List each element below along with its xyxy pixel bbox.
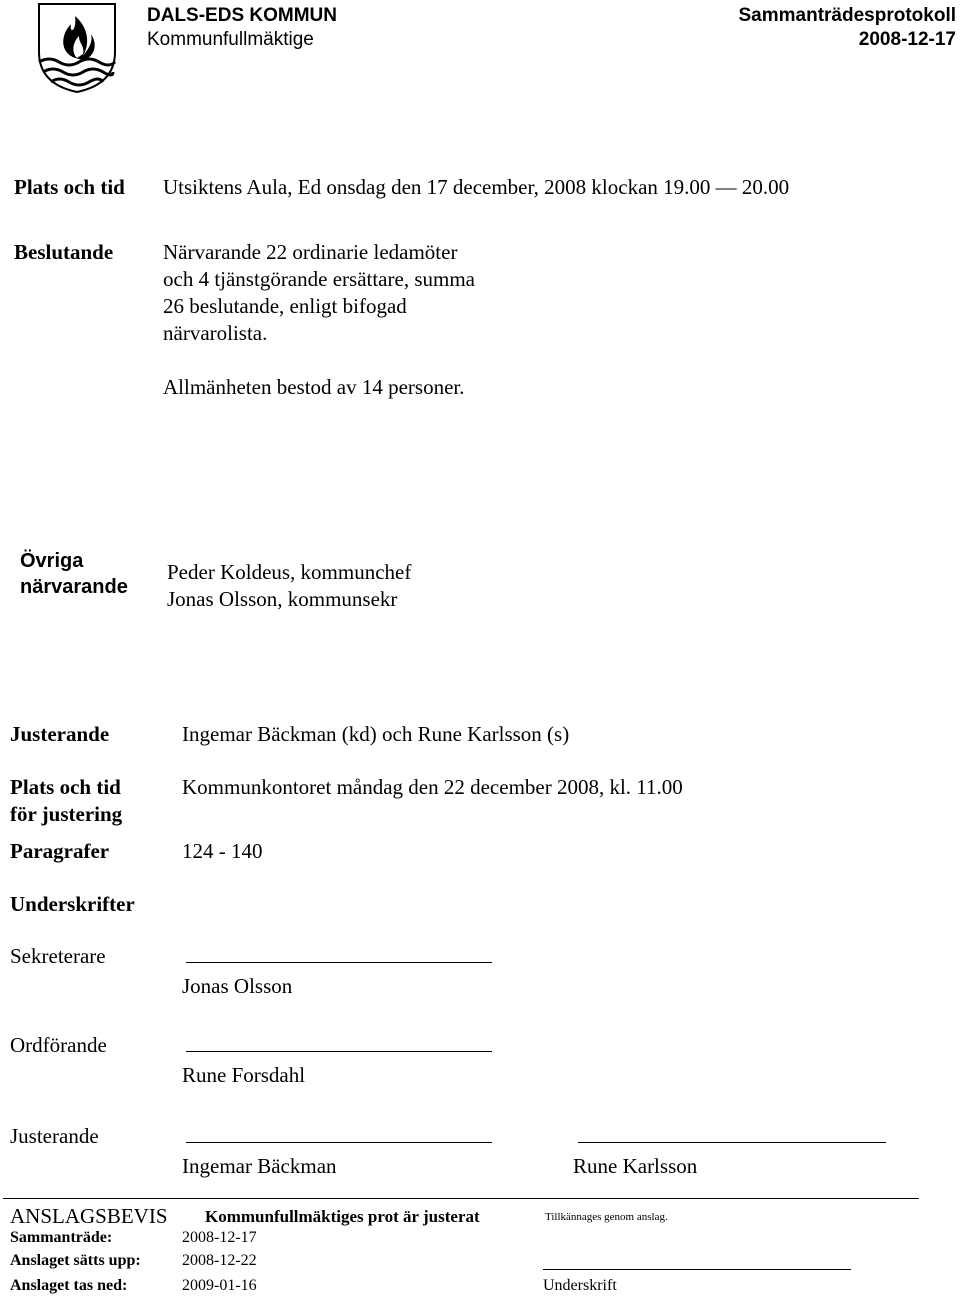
beslutande-line: närvarolista.	[163, 321, 268, 345]
beslutande-line: Närvarande 22 ordinarie ledamöter	[163, 240, 458, 264]
signatures-heading: Underskrifter	[10, 892, 135, 916]
beslutande-label: Beslutande	[14, 240, 114, 264]
justerande-name-1: Ingemar Bäckman	[182, 1154, 337, 1178]
paragrafer-value: 124 - 140	[182, 839, 263, 863]
ordforande-label: Ordförande	[10, 1033, 107, 1057]
plats-value: Utsiktens Aula, Ed onsdag den 17 december, 2008 klockan 19.00 — 20.00	[163, 175, 790, 199]
meeting-date: 2008-12-17	[858, 29, 956, 50]
ovriga-line: Jonas Olsson, kommunsekr	[167, 587, 398, 611]
ordforande-name: Rune Forsdahl	[182, 1063, 306, 1087]
allmanheten-text: Allmänheten bestod av 14 personer.	[163, 375, 465, 399]
sammantrade-value: 2008-12-17	[182, 1229, 257, 1246]
ovriga-line: Peder Koldeus, kommunchef	[167, 560, 412, 584]
sekreterare-label: Sekreterare	[10, 944, 106, 968]
plats-label: Plats och tid	[14, 175, 125, 199]
beslutande-line: och 4 tjänstgörande ersättare, summa	[163, 267, 475, 291]
justerande-sig-label: Justerande	[10, 1124, 99, 1148]
satts-upp-label: Anslaget sätts upp:	[10, 1252, 141, 1269]
paragrafer-label: Paragrafer	[10, 839, 110, 863]
justerande-signature-line-2	[578, 1142, 886, 1143]
justerande-label: Justerande	[10, 722, 110, 746]
ovriga-label: Övriga	[20, 550, 84, 572]
underskrift-label: Underskrift	[543, 1277, 617, 1294]
anslagsbevis-title: ANSLAGSBEVIS	[10, 1204, 168, 1228]
anslagsbevis-divider	[3, 1198, 919, 1199]
plats-justering-label: för justering	[10, 802, 123, 826]
justerande-name-2: Rune Karlsson	[573, 1154, 698, 1178]
municipality-name: DALS-EDS KOMMUN	[147, 5, 337, 26]
tas-ned-value: 2009-01-16	[182, 1277, 257, 1294]
plats-justering-value: Kommunkontoret måndag den 22 december 2008, kl. 11.00	[182, 775, 683, 799]
justerande-value: Ingemar Bäckman (kd) och Rune Karlsson (s)	[182, 722, 570, 746]
ovriga-label: närvarande	[20, 576, 128, 598]
anslagsbevis-subtitle: Kommunfullmäktiges prot är justerat	[205, 1207, 480, 1226]
anslag-signature-line	[543, 1269, 851, 1270]
council-name: Kommunfullmäktige	[147, 29, 314, 50]
plats-justering-label: Plats och tid	[10, 775, 121, 799]
satts-upp-value: 2008-12-22	[182, 1252, 257, 1269]
coat-of-arms-icon	[37, 2, 117, 94]
sekreterare-name: Jonas Olsson	[182, 974, 293, 998]
justerande-signature-line-1	[186, 1142, 492, 1143]
sekreterare-signature-line	[186, 962, 492, 963]
beslutande-line: 26 beslutande, enligt bifogad	[163, 294, 407, 318]
ordforande-signature-line	[186, 1051, 492, 1052]
municipality-logo	[37, 2, 117, 94]
anslagsbevis-note: Tillkännages genom anslag.	[545, 1211, 668, 1223]
sammantrade-label: Sammanträde:	[10, 1229, 113, 1246]
tas-ned-label: Anslaget tas ned:	[10, 1277, 128, 1294]
document-type: Sammanträdesprotokoll	[738, 5, 956, 26]
